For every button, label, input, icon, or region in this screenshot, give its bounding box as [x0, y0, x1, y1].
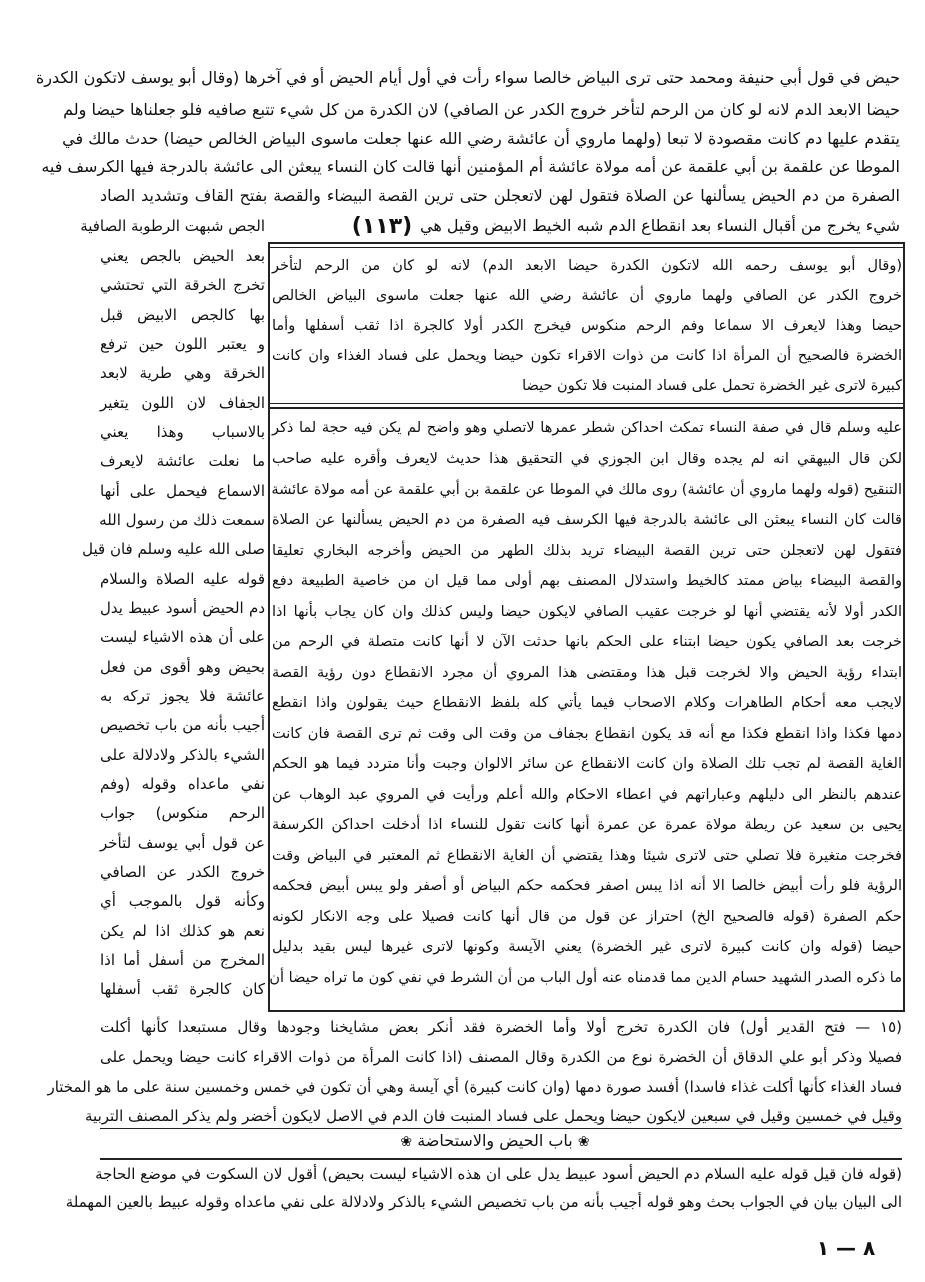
- body-line: شيء يخرج من أقبال النساء بعد انقطاع الدم شبه الخيط الابيض وقيل هي: [420, 216, 900, 235]
- body-line: يتقدم عليها دم كانت مقصودة لا تبعا (ولهما ماروي أن عائشة رضي الله عنها جعلت ماسوى البياض الخالص حيضا) حدث مالك في: [62, 129, 900, 148]
- side-line: عن قول أبي يوسف لتأخر: [100, 834, 265, 852]
- side-line: بحيض وهو أقوى من فعل: [100, 658, 265, 676]
- side-line: كان كالجرة ثقب أسفلها: [100, 980, 265, 998]
- sharh-line: قالت كان النساء يبعثن الى عائشة بالدرجة فيها الكرسف فيه الصفرة من دم الحيض يسألنها عن الصلاة: [272, 512, 902, 528]
- chapter-rule: [100, 1128, 902, 1129]
- box-rule: [268, 247, 905, 248]
- box-rule: [268, 242, 905, 244]
- sharh-line: حكم الصفرة (قوله فالصحيح الخ) احتراز عن قول من قال أنها كانت فصيلا على وجه الانكار لكونه: [272, 909, 902, 925]
- matn-line: الخضرة فالصحيح أن المرأة اذا كانت من ذوات الاقراء تكون حيضا ويحمل على فساد الغذاء وان كانت: [272, 348, 902, 364]
- box-rule: [268, 242, 270, 1012]
- bottom-line: فساد الغذاء كأنها أكلت غذاء فاسدا) أفسد صورة دمها (وان كانت كبيرة) أي آيسة وهي أن تكون في خمس وخمسين سنة على ما هو المختار: [47, 1078, 902, 1096]
- side-line: الخرقة وهي طرية لابعد: [100, 364, 265, 382]
- sharh-line: دمها فكذا واذا انقطع فكذا مع أنه قد يكون انقطاع بجفاف من وقت الى وقت ثم ترى القصة فان كانت: [272, 726, 902, 742]
- ornament-icon: ❀: [577, 1134, 590, 1150]
- sharh-line: يحيى بن سعيد عن ريطة مولاة عمرة عن عمرة أنها كانت تقول للنساء اذا أدخلت احداكن الكرسفة: [272, 817, 902, 833]
- sharh-line: حيضا (قوله وان كانت كبيرة لاترى غير الخضرة) يعني الآيسة وكونها لاترى غيرها ليس بقيد بدليل: [272, 939, 902, 955]
- sharh-line: ابتداء رؤية الحيض والا لخرجت قبل هذا ومقتضى هذا المروي أن مجرد الانقطاع دون رؤية القصة: [272, 665, 902, 681]
- bottom-line: (١٥ — فتح القدير أول) فان الكدرة تخرج أولا وأما الخضرة فقد أنكر بعض مشايخنا وجودها وقال مستبعدا كأنها أكلت: [100, 1018, 902, 1036]
- box-rule: [268, 403, 905, 404]
- side-line: نعم هو كذلك اذا لم يكن: [100, 922, 265, 940]
- side-line: بها كالجص الابيض قبل: [100, 306, 265, 324]
- side-line: و يعتبر اللون حين ترفع: [100, 335, 265, 353]
- body-line: الموطا عن علقمة بن أبي علقمة عن أمه مولاة عائشة أم المؤمنين أنها قالت كان النساء يبعثن الى عائشة بالدرجة فيها الكرسف فيه: [41, 157, 900, 176]
- sharh-line: التنقيح (قوله ولهما ماروي أن عائشة) روى مالك في الموطا عن علقمة بن أبي علقمة عن أمه مولاة عائشة: [271, 482, 902, 498]
- side-line: نفي ماعداه وقوله (وفم: [100, 775, 265, 793]
- side-line: سمعت ذلك من رسول الله: [99, 511, 265, 529]
- sharh-line: لايجب معه أحكام الطاهرات وكلام الاصحاب فيما يأتي كله بلفظ الانقطاع حيث يقولون واذا انقطع: [272, 695, 902, 711]
- sharh-line: الرؤية فلو رأت أبيض خالصا الا أنه اذا يبس اصفر فحكمه حكم البياض أو أصفر ولو يبس أبيض فحكمه: [272, 878, 902, 894]
- ornament-icon: ❀: [400, 1134, 413, 1150]
- folio-mark: ٨ — ١: [816, 1236, 876, 1260]
- sharh-line: فتقول لهن لاتعجلن حتى ترين القصة البيضاء تريد بذلك الطهر من الحيض وأخرجه البخاري تعليقا: [272, 543, 902, 559]
- sharh-line: فخرجت متغيرة فلا تصلي حتى لاترى شيئا وهذا يقتضي أن الغاية الانقطاع ثم المعتبر في البياض وقت: [272, 848, 902, 864]
- side-line: تخرج الخرقة التي تحتشي: [100, 276, 265, 294]
- sharh-line: لكن قال البيهقي انه لم يجده وقال ابن الجوزي في التحقيق هذا حديث لايعرف وأقره عليه صاحب: [272, 451, 902, 467]
- chapter-title: باب الحيض والاستحاضة: [417, 1131, 573, 1150]
- side-line: المخرج من أسفل أما اذا: [100, 951, 265, 969]
- box-rule: [903, 242, 905, 1012]
- matn-line: كبيرة لاترى غير الخضرة تحمل على فساد المنبت فلا تكون حيضا: [522, 378, 902, 394]
- side-line: دم الحيض أسود عبيط يدل: [100, 599, 265, 617]
- side-line: بعد الحيض بالجص يعني: [100, 247, 265, 265]
- side-line: على أن هذه الاشياء ليست: [100, 628, 265, 646]
- side-line: الشيء بالذكر ولادلالة على: [100, 746, 265, 764]
- matn-line: خروج الكدر عن الصافي ولهما ماروي أن عائشة رضي الله عنها جعلت ماسوى البياض الخالص: [272, 288, 902, 304]
- sharh-line: والقصة البيضاء بياض ممتد كالخيط واستدلال المصنف بهم أولى مما قيل ان من خاصية الطبيعة دفع: [272, 573, 902, 589]
- body-line: حيض في قول أبي حنيفة ومحمد حتى ترى البياض خالصا سواء رأت في أول أيام الحيض أو في آخرها (وقال أبو يوسف لاتكون الكدرة: [35, 68, 900, 87]
- chapter-rule: [100, 1158, 902, 1160]
- side-line: وكأنه قول بالموجب أي: [100, 892, 265, 910]
- footnote-line: (قوله فان قيل قوله عليه السلام دم الحيض أسود عبيط يدل على ان هذه الاشياء ليست بحيض) أقول لان السكوت في موضع الحاجة: [95, 1165, 902, 1183]
- side-line: خروج الكدر عن الصافي: [100, 863, 265, 881]
- sharh-line: خرجت بعد الصافي يكون حيضا ابتناء على الحكم بانها حدثت الآن لا أنها كانت متصلة في الرحم من: [272, 634, 902, 650]
- matn-line: (وقال أبو يوسف رحمه الله لاتكون الكدرة حيضا الابعد الدم) لانه لو كان من الرحم لتأخر: [272, 258, 902, 274]
- matn-line: حيضا وهذا لايعرف الا سماعا وفم الرحم منكوس فيخرج الكدر أولا كالجرة اذا ثقب أسفلها وأما: [272, 318, 902, 334]
- sharh-line: عليه وسلم قال في صفة النساء تمكث احداكن شطر عمرها لاتصلي وهو واضح لم يكن فيه حجة لما ذكر: [272, 420, 902, 436]
- body-line: حيضا الابعد الدم لانه لو كان من الرحم لتأخر خروج الكدر عن الصافي) لان الكدرة من كل شيء تتبع صافيه فلو جعلناها حيضا ولم: [63, 100, 900, 119]
- box-rule: [268, 407, 905, 409]
- page-number: (١١٣): [351, 214, 413, 239]
- side-line: صلى الله عليه وسلم فان قيل: [82, 540, 265, 558]
- footnote-line: الى البيان بيان في الجواب بحث وهو قوله أجيب بأنه من باب تخصيص الشيء بالذكر ولادلالة على نفي ماعداه وقوله عبيط بالعين المهملة: [65, 1193, 902, 1211]
- sharh-line: ما ذكره الصدر الشهيد حسام الدين مما قدمناه عنه أول الباب من أن الشرط في نفي كون ما تراه حيضا أن: [269, 970, 902, 986]
- side-line: الرحم منكوس) جواب: [100, 804, 265, 822]
- side-line: بالاسباب وهذا يعني: [100, 423, 265, 441]
- side-line: الاسماع فيحمل على أنها: [100, 482, 265, 500]
- side-line: أجيب بأنه من باب تخصيص: [100, 716, 265, 734]
- chapter-heading: [375, 1131, 615, 1157]
- sharh-line: عندهم بالنظر الى دليلهم وعباراتهم في اعطاء الاحكام والله أعلم ورأيت في المروي عبد الوهاب عن: [272, 787, 902, 803]
- sharh-line: الكدر أولا لأنه يقتضي أنها لو خرجت عقيب الصافي لايكون حيضا وليس كذلك وان كان يجاب بأنها اذا: [272, 604, 902, 620]
- side-line: الجص شبهت الرطوبة الصافية: [80, 217, 265, 235]
- bottom-line: فصيلا وذكر أبو علي الدقاق أن الخضرة نوع من الكدرة وقال المصنف (اذا كانت المرأة من ذوات الاقراء كانت حيضا ويحمل على: [100, 1048, 902, 1066]
- bottom-line: وقيل في خمسين وقيل في سبعين لايكون حيضا ويحمل على فساد المنبت فان الدم في الاصل لايكون أخضر ولم يذكر المصنف التربية: [85, 1107, 902, 1125]
- side-line: الجفاف لان اللون يتغير: [100, 394, 265, 412]
- side-line: ما نعلت عائشة لايعرف: [100, 452, 265, 470]
- side-line: قوله عليه الصلاة والسلام: [100, 570, 265, 588]
- sharh-line: الغاية القصة لم تجب تلك الصلاة وان كانت الانقطاع عن سائر الالوان وجبت وأنا متردد فيما هو الحكم: [272, 756, 902, 772]
- side-line: عائشة فلا يجوز تركه به: [100, 687, 265, 705]
- body-line: الصفرة من دم الحيض يسألنها عن الصلاة فتقول لهن لاتعجلن حتى ترين القصة البيضاء والقصة بفتح القاف وتشديد الصاد: [100, 186, 900, 205]
- box-rule: [268, 1010, 905, 1012]
